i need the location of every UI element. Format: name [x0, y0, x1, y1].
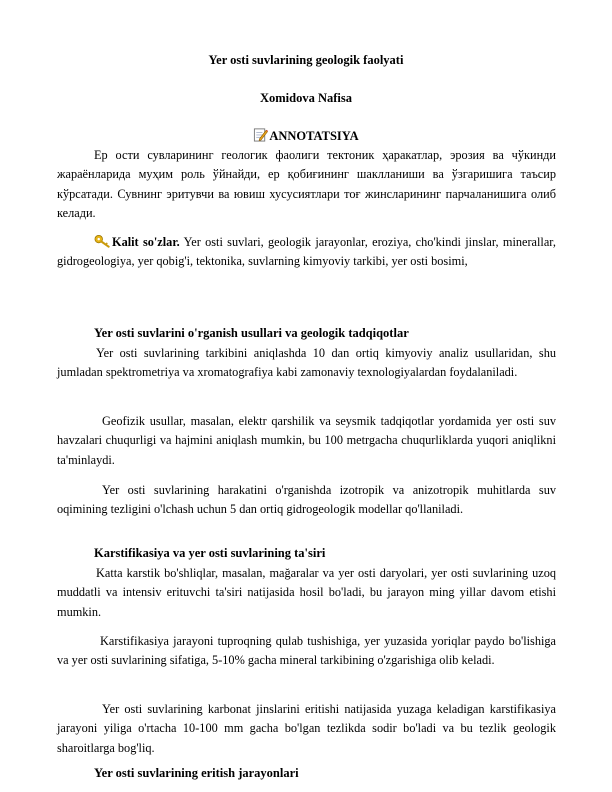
section-heading-karst: Karstifikasiya va yer osti suvlarining ta'siri	[94, 546, 326, 560]
section-heading-dissolution: Yer osti suvlarining eritish jarayonlari	[94, 766, 299, 780]
annotation-heading-row	[0, 127, 612, 144]
methods-paragraph-3: Yer osti suvlarining harakatini o'rganishda izotropik va anizotropik muhitlarda suv oqimining tezligini o'lchash uchun 5 dan ortiq gidrogeologik modellar qo'llaniladi.	[57, 483, 556, 517]
karst-paragraph-3: Yer osti suvlarining karbonat jinslarini eritishi natijasida yuzaga keladigan karstifikasiya jarayoni yiliga o'rtacha 10-100 mm gacha bo'lgan tezlikda sodir bo'ladi va bu tezlik geologik sharoitlarga bog'liq.	[57, 702, 556, 755]
karst-paragraph-2: Karstifikasiya jarayoni tuproqning qulab tushishiga, yer yuzasida yoriqlar paydo bo'lishiga va yer osti suvlarining sifatiga, 5-10% gacha mineral tarkibining o'zgarishiga olib keladi.	[57, 634, 556, 668]
methods-paragraph-2: Geofizik usullar, masalan, elektr qarshilik va seysmik tadqiqotlar yordamida yer osti suv havzalari chuqurligi va hajmini aniqlash mumkin, bu 100 metrgacha chuqurliklarda yuqori aniqlikni ta'minlaydi.	[57, 414, 556, 467]
keywords-label: Kalit so'zlar.	[112, 235, 180, 249]
memo-icon	[253, 127, 268, 142]
annotation-text: Ер ости сувларининг геологик фаолиги тектоник ҳаракатлар, эрозия ва чўкинди жараёнларида муҳим роль ўйнайди, ер қобиғининг шаклланиши ва ўзгаришига таъсир кўрсатади. Сувнинг эритувчи ва ювиш хусусиятлари тоғ жинсларининг парчаланишига олиб келади.	[57, 148, 556, 220]
keywords-paragraph	[57, 233, 556, 272]
section-heading-methods: Yer osti suvlarini o'rganish usullari va geologik tadqiqotlar	[94, 326, 409, 340]
annotation-heading: ANNOTATSIYA	[269, 129, 359, 143]
author-name: Xomidova Nafisa	[259, 91, 353, 105]
methods-paragraph-1: Yer osti suvlarining tarkibini aniqlashda 10 dan ortiq kimyoviy analiz usullaridan, shu jumladan spektrometriya va xromatografiya kabi zamonaviy texnologiyalardan foydalaniladi.	[57, 346, 556, 380]
paper-title: Yer osti suvlarining geologik faolyati	[208, 53, 404, 67]
key-icon	[94, 234, 111, 248]
karst-paragraph-1: Katta karstik bo'shliqlar, masalan, mağaralar va yer osti daryolari, yer osti suvlarining uzoq muddatli va intensiv erituvchi ta'siri natijasida hosil bo'ladi, bu jarayon ming yillar davom etishi mumkin.	[57, 566, 556, 619]
keywords-text: Yer osti suvlari, geologik jarayonlar, eroziya, cho'kindi jinslar, minerallar, gidrogeologiya, yer qobig'i, tektonika, suvlarning kimyoviy tarkibi, yer osti bosimi,	[57, 235, 556, 269]
